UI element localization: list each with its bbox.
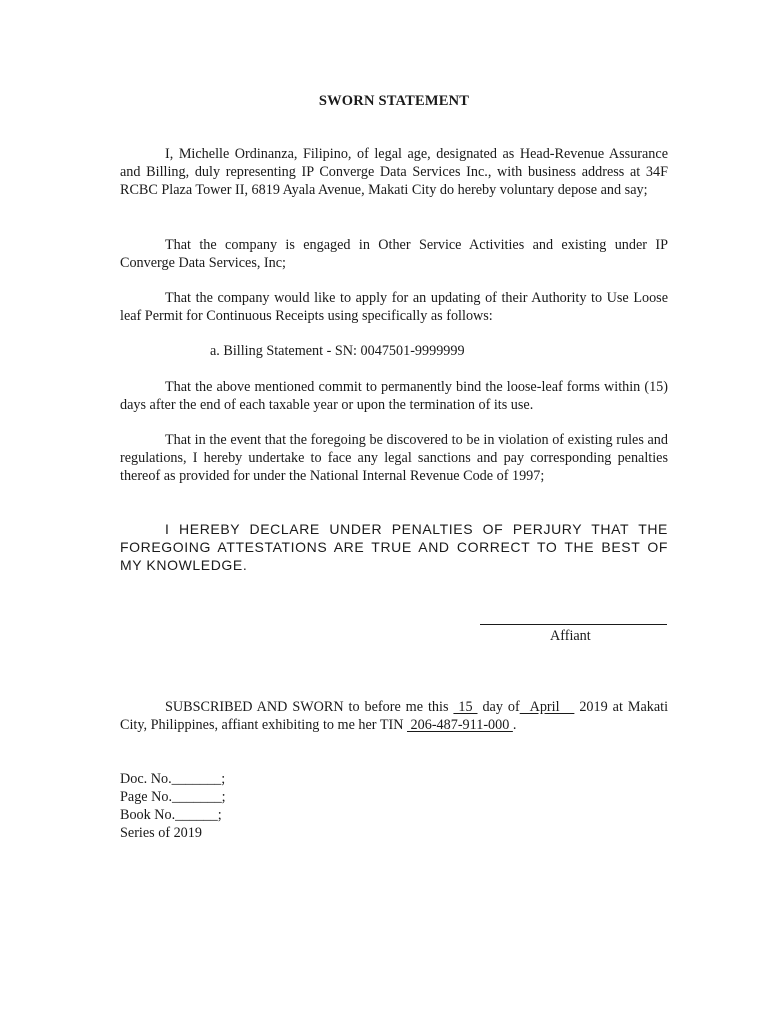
- jurat-text-1: SUBSCRIBED AND SWORN to before me this: [165, 699, 449, 715]
- jurat-paragraph: [120, 698, 668, 734]
- paragraph-penalties: That in the event that the foregoing be discovered to be in violation of existing rules and regulations, I hereby undertake to face any legal sanctions and pay corresponding penalties thereof as provided for under the National Internal Revenue Code of 1997;: [120, 432, 668, 484]
- paragraph-binding-commitment: That the above mentioned commit to permanently bind the loose-leaf forms within (15) days after the end of each taxable year or upon the termination of its use.: [120, 379, 668, 413]
- doc-no: Doc. No._______;: [120, 771, 226, 787]
- notarial-register-block: [120, 770, 226, 842]
- list-item-billing-statement: a. Billing Statement - SN: 0047501-9999999: [210, 343, 465, 359]
- jurat-day: 15: [453, 699, 478, 715]
- jurat-tin: 206-487-911-000: [407, 717, 513, 733]
- jurat-month: April: [519, 699, 575, 715]
- affiant-label: Affiant: [550, 628, 591, 644]
- page-no: Page No._______;: [120, 789, 226, 805]
- signature-line: [480, 624, 667, 625]
- paragraph-affiant-identity: I, Michelle Ordinanza, Filipino, of legal age, designated as Head-Revenue Assurance and Billing, duly representing IP Converge Data Services Inc., with business address at 34F RCBC Plaza Tower II, 6819 Ayala Avenue, Makati City do hereby voluntary depose and say;: [120, 146, 668, 198]
- jurat-text-2: day of: [482, 699, 520, 715]
- jurat-text-4: .: [512, 717, 517, 733]
- paragraph-company-activity: That the company is engaged in Other Service Activities and existing under IP Converge Data Services, Inc;: [120, 237, 668, 271]
- jurat-text-3: 2019 at Makati City, Philippines, affiant exhibiting to me her TIN: [120, 699, 669, 733]
- document-title: SWORN STATEMENT: [318, 93, 470, 109]
- book-no: Book No.______;: [120, 807, 222, 823]
- perjury-declaration: I HEREBY DECLARE UNDER PENALTIES OF PERJURY THAT THE FOREGOING ATTESTATIONS ARE TRUE AND CORRECT TO THE BEST OF MY KNOWLEDGE.: [120, 521, 668, 573]
- series-year: Series of 2019: [120, 825, 202, 841]
- paragraph-permit-request: That the company would like to apply for an updating of their Authority to Use Loose leaf Permit for Continuous Receipts using specifically as follows:: [120, 290, 668, 324]
